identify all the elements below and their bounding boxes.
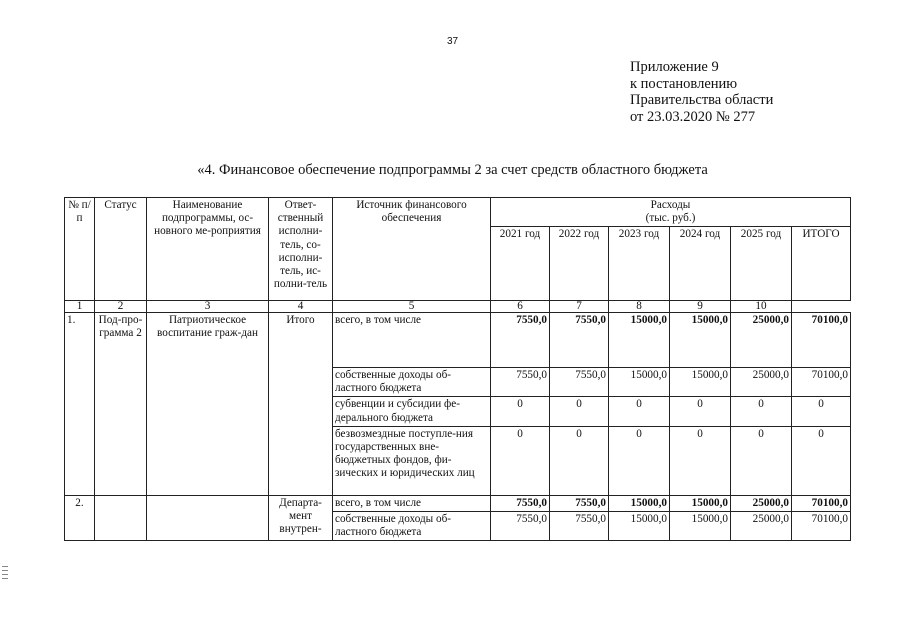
header-executor: Ответ-ственный исполни-тель, со-исполни-тель, ис-полни-тель [269,198,333,301]
header-row-1 [65,198,851,227]
row-name [147,495,269,541]
value-cell: 70100,0 [792,313,851,368]
header-year: 2025 год [731,227,792,301]
value-cell: 25000,0 [731,313,792,368]
header-expenses [491,198,851,227]
row-source: всего, в том числе [333,313,491,368]
col-number: 9 [670,301,731,313]
value-cell: 7550,0 [550,495,609,511]
row-source: субвенции и субсидии фе-дерального бюджета [333,397,491,426]
value-cell: 70100,0 [792,368,851,397]
row-name: Патриотическое воспитание граж-дан [147,313,269,496]
value-cell: 7550,0 [491,313,550,368]
value-cell: 0 [550,397,609,426]
row-status: Под-про-грамма 2 [95,313,147,496]
header-num: № п/п [65,198,95,301]
col-number: 8 [609,301,670,313]
header-name: Наименование подпрограммы, ос-новного ме-роприятия [147,198,269,301]
value-cell: 0 [550,426,609,495]
value-cell: 15000,0 [670,368,731,397]
row-source: собственные доходы об-ластного бюджета [333,512,491,541]
document-title: «4. Финансовое обеспечение подпрограммы 2 за счет средств областного бюджета [197,162,708,178]
header-year: 2021 год [491,227,550,301]
col-number: 1 [65,301,95,313]
value-cell: 0 [609,397,670,426]
value-cell: 0 [609,426,670,495]
row-num: 1. [65,313,95,496]
page-number: 37 [446,36,459,47]
expenses-units: (тыс. руб.) [645,212,696,225]
col-number: 10 [731,301,792,313]
value-cell: 15000,0 [609,368,670,397]
value-cell: 0 [670,397,731,426]
value-cell: 0 [670,426,731,495]
finance-table [64,197,851,541]
col-number: 6 [491,301,550,313]
table-row [65,313,851,368]
row-source: всего, в том числе [333,495,491,511]
header-year: 2023 год [609,227,670,301]
value-cell: 7550,0 [550,313,609,368]
expenses-label: Расходы [650,199,691,211]
value-cell: 0 [792,426,851,495]
value-cell: 25000,0 [731,512,792,541]
value-cell: 25000,0 [731,368,792,397]
row-source: собственные доходы об-ластного бюджета [333,368,491,397]
header-year: 2022 год [550,227,609,301]
row-executor: Итого [269,313,333,496]
value-cell: 15000,0 [609,512,670,541]
value-cell: 7550,0 [550,368,609,397]
value-cell: 7550,0 [550,512,609,541]
value-cell: 70100,0 [792,495,851,511]
table-row [65,495,851,511]
col-number: 2 [95,301,147,313]
value-cell: 15000,0 [609,313,670,368]
header-year: ИТОГО [792,227,851,301]
value-cell: 15000,0 [609,495,670,511]
col-number: 3 [147,301,269,313]
appendix-line-4: от 23.03.2020 № 277 [630,108,756,125]
row-status [95,495,147,541]
value-cell: 0 [731,426,792,495]
value-cell: 0 [491,426,550,495]
col-number: 7 [550,301,609,313]
value-cell: 0 [731,397,792,426]
header-year: 2024 год [670,227,731,301]
value-cell: 0 [491,397,550,426]
value-cell: 70100,0 [792,512,851,541]
value-cell: 15000,0 [670,512,731,541]
scan-edge-marks [2,566,8,582]
value-cell: 15000,0 [670,495,731,511]
header-status: Статус [95,198,147,301]
col-number: 4 [269,301,333,313]
value-cell: 25000,0 [731,495,792,511]
appendix-block [630,59,773,125]
value-cell: 7550,0 [491,368,550,397]
appendix-line-3: Правительства области [630,92,774,108]
row-source: безвозмездные поступле-ния государственных вне-бюджетных фондов, фи-зических и юридических лиц [333,426,491,495]
value-cell: 7550,0 [491,512,550,541]
row-num: 2. [65,495,95,541]
appendix-line-1: Приложение 9 [630,59,719,75]
col-number: 5 [333,301,491,313]
value-cell: 7550,0 [491,495,550,511]
header-source: Источник финансового обеспечения [333,198,491,301]
row-executor: Департа-мент внутрен- [269,495,333,541]
value-cell: 15000,0 [670,313,731,368]
appendix-line-2: к постановлению [630,75,738,92]
column-number-row [65,301,851,313]
value-cell: 0 [792,397,851,426]
